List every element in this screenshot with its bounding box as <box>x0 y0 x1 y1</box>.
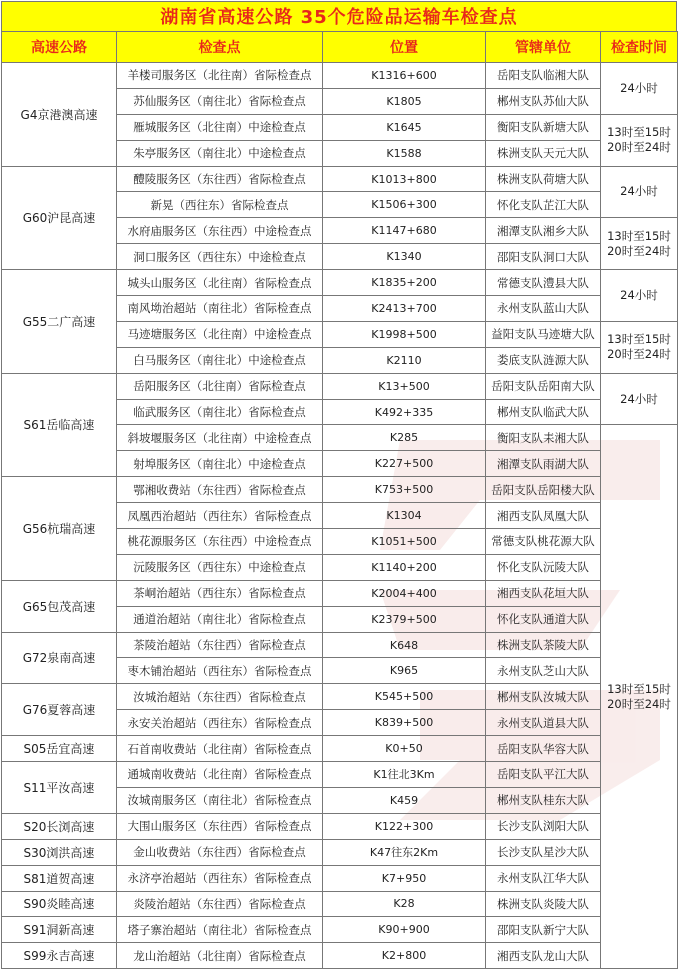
unit-cell: 娄底支队涟源大队 <box>486 347 601 373</box>
time-cell <box>601 63 678 115</box>
position-cell: K2379+500 <box>323 606 486 632</box>
time-window-1: 13时至15时 <box>607 332 671 347</box>
highway-cell: S11平汝高速 <box>2 762 117 814</box>
position-cell: K1往北3Km <box>323 762 486 788</box>
highway-cell: S05岳宜高速 <box>2 736 117 762</box>
unit-cell: 长沙支队星沙大队 <box>486 839 601 865</box>
unit-cell: 湘西支队花垣大队 <box>486 580 601 606</box>
table-row <box>2 632 678 658</box>
table-row <box>2 736 678 762</box>
checkpoint-cell: 茶陵治超站（东往西）省际检查点 <box>117 632 323 658</box>
checkpoint-cell: 塔子寨治超站（南往北）省际检查点 <box>117 917 323 943</box>
checkpoint-cell: 洞口服务区（西往东）中途检查点 <box>117 244 323 270</box>
checkpoint-cell: 水府庙服务区（东往西）中途检查点 <box>117 218 323 244</box>
unit-cell: 邵阳支队洞口大队 <box>486 244 601 270</box>
highway-cell: G60沪昆高速 <box>2 166 117 270</box>
time-cell <box>601 114 678 166</box>
time-cell <box>601 425 678 969</box>
highway-cell: G72泉南高速 <box>2 632 117 684</box>
highway-cell: G76夏蓉高速 <box>2 684 117 736</box>
unit-cell: 郴州支队苏仙大队 <box>486 88 601 114</box>
highway-cell: S30浏洪高速 <box>2 839 117 865</box>
col-header-unit: 管辖单位 <box>486 32 601 63</box>
unit-cell: 衡阳支队新塘大队 <box>486 114 601 140</box>
checkpoint-sheet <box>1 1 677 969</box>
checkpoint-cell: 醴陵服务区（东往西）省际检查点 <box>117 166 323 192</box>
checkpoint-cell: 永安关治超站（西往东）省际检查点 <box>117 710 323 736</box>
highway-cell: S61岳临高速 <box>2 373 117 477</box>
checkpoint-cell: 金山收费站（东往西）省际检查点 <box>117 839 323 865</box>
unit-cell: 怀化支队芷江大队 <box>486 192 601 218</box>
position-cell: K545+500 <box>323 684 486 710</box>
unit-cell: 岳阳支队华容大队 <box>486 736 601 762</box>
checkpoint-cell: 白马服务区（南往北）中途检查点 <box>117 347 323 373</box>
unit-cell: 郴州支队汝城大队 <box>486 684 601 710</box>
col-header-highway: 高速公路 <box>2 32 117 63</box>
unit-cell: 株洲支队炎陵大队 <box>486 891 601 917</box>
unit-cell: 株洲支队荷塘大队 <box>486 166 601 192</box>
position-cell: K648 <box>323 632 486 658</box>
position-cell: K28 <box>323 891 486 917</box>
table-row <box>2 270 678 296</box>
table-row <box>2 813 678 839</box>
table-row <box>2 865 678 891</box>
time-window-1: 13时至15时 <box>607 681 671 696</box>
unit-cell: 湘潭支队雨湖大队 <box>486 451 601 477</box>
time-cell <box>601 373 678 425</box>
col-header-position: 位置 <box>323 32 486 63</box>
unit-cell: 岳阳支队岳阳南大队 <box>486 373 601 399</box>
checkpoint-cell: 炎陵治超站（东往西）省际检查点 <box>117 891 323 917</box>
time-window-2: 20时至24时 <box>607 243 671 258</box>
header-row <box>2 32 678 63</box>
unit-cell: 郴州支队桂东大队 <box>486 787 601 813</box>
unit-cell: 永州支队江华大队 <box>486 865 601 891</box>
position-cell: K1340 <box>323 244 486 270</box>
highway-cell: G4京港澳高速 <box>2 63 117 167</box>
checkpoint-cell: 永济亭治超站（西往东）省际检查点 <box>117 865 323 891</box>
checkpoint-cell: 斜坡堰服务区（北往南）中途检查点 <box>117 425 323 451</box>
position-cell: K1645 <box>323 114 486 140</box>
checkpoint-cell: 通城南收费站（北往南）省际检查点 <box>117 762 323 788</box>
time-window-2: 20时至24时 <box>607 347 671 362</box>
position-cell: K90+900 <box>323 917 486 943</box>
highway-cell: S81道贺高速 <box>2 865 117 891</box>
checkpoint-cell: 茶峒治超站（西往东）省际检查点 <box>117 580 323 606</box>
table-row <box>2 943 678 969</box>
unit-cell: 邵阳支队新宁大队 <box>486 917 601 943</box>
position-cell: K1013+800 <box>323 166 486 192</box>
unit-cell: 永州支队道县大队 <box>486 710 601 736</box>
checkpoint-cell: 沅陵服务区（西往东）中途检查点 <box>117 554 323 580</box>
checkpoint-cell: 南风坳治超站（南往北）省际检查点 <box>117 296 323 322</box>
table-row <box>2 762 678 788</box>
checkpoint-cell: 城头山服务区（北往南）省际检查点 <box>117 270 323 296</box>
table-body <box>2 63 678 969</box>
position-cell: K1304 <box>323 503 486 529</box>
unit-cell: 株洲支队茶陵大队 <box>486 632 601 658</box>
table-row <box>2 839 678 865</box>
checkpoint-cell: 马迹塘服务区（北往南）中途检查点 <box>117 321 323 347</box>
checkpoint-cell: 岳阳服务区（北往南）省际检查点 <box>117 373 323 399</box>
time-full-day: 24小时 <box>620 184 658 199</box>
unit-cell: 怀化支队通道大队 <box>486 606 601 632</box>
checkpoint-cell: 射埠服务区（南往北）中途检查点 <box>117 451 323 477</box>
position-cell: K122+300 <box>323 813 486 839</box>
position-cell: K47往东2Km <box>323 839 486 865</box>
position-cell: K2413+700 <box>323 296 486 322</box>
checkpoint-cell: 汝城治超站（东往西）省际检查点 <box>117 684 323 710</box>
unit-cell: 岳阳支队岳阳楼大队 <box>486 477 601 503</box>
time-full-day: 24小时 <box>620 80 658 95</box>
checkpoint-cell: 临武服务区（南往北）省际检查点 <box>117 399 323 425</box>
table-row <box>2 63 678 89</box>
highway-cell: G65包茂高速 <box>2 580 117 632</box>
table-row <box>2 166 678 192</box>
time-window-2: 20时至24时 <box>607 140 671 155</box>
highway-cell: S91洞新高速 <box>2 917 117 943</box>
checkpoint-cell: 凤凰西治超站（西往东）省际检查点 <box>117 503 323 529</box>
position-cell: K1140+200 <box>323 554 486 580</box>
position-cell: K1588 <box>323 140 486 166</box>
position-cell: K1051+500 <box>323 529 486 555</box>
time-window-1: 13时至15时 <box>607 228 671 243</box>
table-row <box>2 373 678 399</box>
table-row <box>2 580 678 606</box>
position-cell: K1998+500 <box>323 321 486 347</box>
position-cell: K285 <box>323 425 486 451</box>
unit-cell: 永州支队蓝山大队 <box>486 296 601 322</box>
time-full-day: 24小时 <box>620 288 658 303</box>
table-row <box>2 917 678 943</box>
time-window-2: 20时至24时 <box>607 696 671 711</box>
checkpoint-cell: 桃花源服务区（东往西）中途检查点 <box>117 529 323 555</box>
unit-cell: 益阳支队马迹塘大队 <box>486 321 601 347</box>
unit-cell: 湘潭支队湘乡大队 <box>486 218 601 244</box>
unit-cell: 湘西支队龙山大队 <box>486 943 601 969</box>
sheet-title: 湖南省高速公路 35个危险品运输车检查点 <box>1 1 677 32</box>
highway-cell: G56杭瑞高速 <box>2 477 117 581</box>
checkpoint-cell: 朱亭服务区（南往北）中途检查点 <box>117 140 323 166</box>
checkpoint-cell: 龙山治超站（北往南）省际检查点 <box>117 943 323 969</box>
highway-cell: S20长浏高速 <box>2 813 117 839</box>
time-cell <box>601 270 678 322</box>
checkpoint-cell: 新晃（西往东）省际检查点 <box>117 192 323 218</box>
unit-cell: 永州支队芝山大队 <box>486 658 601 684</box>
position-cell: K7+950 <box>323 865 486 891</box>
highway-cell: S90炎睦高速 <box>2 891 117 917</box>
checkpoint-cell: 通道治超站（南往北）省际检查点 <box>117 606 323 632</box>
unit-cell: 长沙支队浏阳大队 <box>486 813 601 839</box>
table-row <box>2 891 678 917</box>
time-cell <box>601 218 678 270</box>
position-cell: K965 <box>323 658 486 684</box>
position-cell: K2110 <box>323 347 486 373</box>
position-cell: K2004+400 <box>323 580 486 606</box>
unit-cell: 株洲支队天元大队 <box>486 140 601 166</box>
unit-cell: 常德支队桃花源大队 <box>486 529 601 555</box>
unit-cell: 常德支队澧县大队 <box>486 270 601 296</box>
position-cell: K753+500 <box>323 477 486 503</box>
highway-cell: S99永吉高速 <box>2 943 117 969</box>
table-row <box>2 477 678 503</box>
position-cell: K839+500 <box>323 710 486 736</box>
position-cell: K1316+600 <box>323 63 486 89</box>
col-header-time: 检查时间 <box>601 32 678 63</box>
checkpoint-cell: 石首南收费站（北往南）省际检查点 <box>117 736 323 762</box>
position-cell: K1835+200 <box>323 270 486 296</box>
unit-cell: 郴州支队临武大队 <box>486 399 601 425</box>
highway-cell: G55二广高速 <box>2 270 117 374</box>
checkpoint-cell: 枣木铺治超站（西往东）省际检查点 <box>117 658 323 684</box>
unit-cell: 衡阳支队耒湘大队 <box>486 425 601 451</box>
position-cell: K459 <box>323 787 486 813</box>
time-cell <box>601 321 678 373</box>
position-cell: K1506+300 <box>323 192 486 218</box>
checkpoint-table <box>1 31 678 969</box>
checkpoint-cell: 雁城服务区（北往南）中途检查点 <box>117 114 323 140</box>
unit-cell: 湘西支队凤凰大队 <box>486 503 601 529</box>
position-cell: K2+800 <box>323 943 486 969</box>
position-cell: K1147+680 <box>323 218 486 244</box>
table-row <box>2 684 678 710</box>
time-window-1: 13时至15时 <box>607 125 671 140</box>
checkpoint-cell: 羊楼司服务区（北往南）省际检查点 <box>117 63 323 89</box>
unit-cell: 怀化支队沅陵大队 <box>486 554 601 580</box>
time-cell <box>601 166 678 218</box>
time-full-day: 24小时 <box>620 391 658 406</box>
position-cell: K227+500 <box>323 451 486 477</box>
checkpoint-cell: 鄂湘收费站（东往西）省际检查点 <box>117 477 323 503</box>
position-cell: K13+500 <box>323 373 486 399</box>
position-cell: K0+50 <box>323 736 486 762</box>
position-cell: K1805 <box>323 88 486 114</box>
checkpoint-cell: 苏仙服务区（南往北）省际检查点 <box>117 88 323 114</box>
checkpoint-cell: 大围山服务区（东往西）省际检查点 <box>117 813 323 839</box>
unit-cell: 岳阳支队临湘大队 <box>486 63 601 89</box>
unit-cell: 岳阳支队平江大队 <box>486 762 601 788</box>
position-cell: K492+335 <box>323 399 486 425</box>
checkpoint-cell: 汝城南服务区（南往北）省际检查点 <box>117 787 323 813</box>
col-header-checkpoint: 检查点 <box>117 32 323 63</box>
